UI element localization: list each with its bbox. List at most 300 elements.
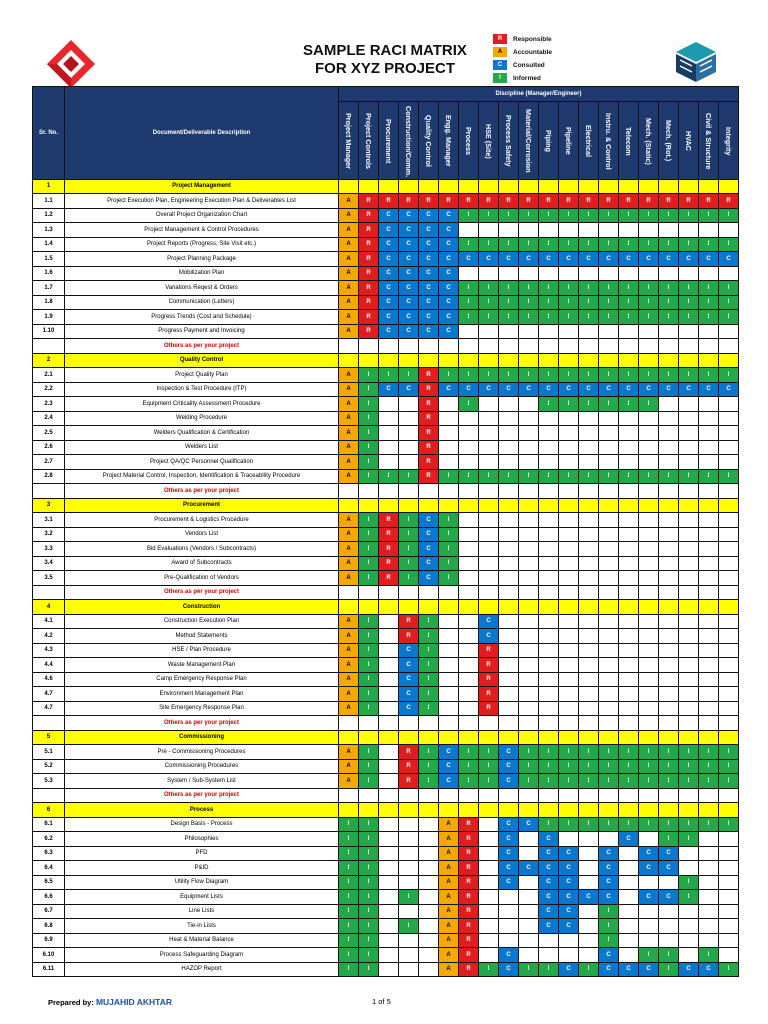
section-cell — [399, 498, 419, 513]
legend-label: Consulted — [513, 61, 545, 69]
raci-cell — [339, 585, 359, 600]
section-cell — [599, 730, 619, 745]
section-cell — [379, 803, 399, 818]
raci-cell — [719, 339, 739, 354]
raci-cell: I — [419, 658, 439, 673]
raci-cell: C — [559, 875, 579, 890]
row-number: 1.1 — [33, 194, 65, 209]
raci-cell — [519, 484, 539, 499]
raci-cell — [599, 629, 619, 644]
raci-cell — [699, 788, 719, 803]
raci-cell — [619, 716, 639, 731]
raci-cell: I — [559, 368, 579, 383]
raci-cell: I — [619, 817, 639, 832]
deliverable-name: Welding Procedure — [65, 411, 339, 426]
raci-cell — [539, 687, 559, 702]
raci-cell — [419, 846, 439, 861]
raci-cell: R — [519, 194, 539, 209]
raci-cell — [459, 643, 479, 658]
raci-cell — [619, 904, 639, 919]
raci-cell — [659, 571, 679, 586]
raci-cell: I — [599, 759, 619, 774]
raci-cell: I — [699, 759, 719, 774]
raci-cell — [639, 339, 659, 354]
raci-cell — [459, 658, 479, 673]
raci-cell — [559, 324, 579, 339]
raci-cell — [379, 585, 399, 600]
raci-cell: I — [439, 368, 459, 383]
section-cell — [379, 600, 399, 615]
raci-cell: C — [499, 745, 519, 760]
raci-cell — [719, 904, 739, 919]
raci-cell — [419, 339, 439, 354]
raci-cell: I — [719, 237, 739, 252]
raci-cell: I — [359, 774, 379, 789]
raci-cell — [499, 701, 519, 716]
raci-cell: C — [379, 223, 399, 238]
section-cell — [339, 600, 359, 615]
raci-cell — [499, 687, 519, 702]
raci-cell — [539, 614, 559, 629]
raci-cell — [719, 571, 739, 586]
raci-cell — [619, 513, 639, 528]
row-number: 1.9 — [33, 310, 65, 325]
raci-cell — [719, 585, 739, 600]
row-number: 2.4 — [33, 411, 65, 426]
raci-cell: C — [399, 382, 419, 397]
table-row — [33, 571, 739, 586]
section-cell — [339, 498, 359, 513]
raci-cell — [699, 614, 719, 629]
raci-cell — [519, 904, 539, 919]
legend-swatch: I — [493, 73, 507, 83]
raci-cell — [639, 701, 659, 716]
raci-cell — [399, 788, 419, 803]
raci-cell: R — [459, 861, 479, 876]
row-number: 3.4 — [33, 556, 65, 571]
raci-cell: C — [579, 890, 599, 905]
raci-cell: I — [399, 513, 419, 528]
row-number: 4.2 — [33, 629, 65, 644]
discipline-column-header — [719, 101, 739, 179]
raci-cell — [579, 933, 599, 948]
raci-cell — [419, 875, 439, 890]
deliverable-name: Progress Trends (Cost and Schedule) — [65, 310, 339, 325]
raci-cell: C — [679, 962, 699, 977]
raci-cell — [439, 440, 459, 455]
section-cell — [479, 730, 499, 745]
raci-cell: I — [539, 295, 559, 310]
raci-cell — [399, 962, 419, 977]
section-cell — [579, 730, 599, 745]
raci-cell — [499, 643, 519, 658]
raci-cell: I — [539, 469, 559, 484]
raci-cell: I — [339, 962, 359, 977]
section-cell — [379, 353, 399, 368]
raci-cell — [559, 556, 579, 571]
raci-cell: I — [359, 527, 379, 542]
raci-cell — [439, 701, 459, 716]
raci-cell — [539, 513, 559, 528]
table-row — [33, 933, 739, 948]
raci-cell — [679, 658, 699, 673]
section-cell — [419, 803, 439, 818]
raci-cell — [499, 455, 519, 470]
raci-cell: I — [619, 397, 639, 412]
raci-cell — [519, 687, 539, 702]
others-row — [33, 788, 739, 803]
raci-cell: I — [539, 774, 559, 789]
section-cell — [559, 803, 579, 818]
raci-cell: I — [699, 295, 719, 310]
raci-cell — [619, 948, 639, 963]
raci-cell: A — [339, 643, 359, 658]
raci-cell — [679, 629, 699, 644]
raci-cell: C — [519, 817, 539, 832]
raci-cell — [699, 875, 719, 890]
raci-cell: C — [639, 846, 659, 861]
raci-cell — [379, 484, 399, 499]
raci-cell: I — [659, 759, 679, 774]
raci-cell: I — [659, 295, 679, 310]
raci-cell: I — [359, 440, 379, 455]
raci-cell — [519, 339, 539, 354]
raci-cell: R — [419, 411, 439, 426]
raci-cell: I — [599, 397, 619, 412]
raci-cell — [479, 397, 499, 412]
raci-cell — [479, 542, 499, 557]
raci-cell — [659, 585, 679, 600]
raci-cell — [699, 846, 719, 861]
raci-cell: A — [339, 426, 359, 441]
section-cell — [419, 498, 439, 513]
raci-cell: I — [499, 310, 519, 325]
raci-cell: C — [639, 962, 659, 977]
table-row — [33, 382, 739, 397]
table-row — [33, 208, 739, 223]
section-title: Procurement — [65, 498, 339, 513]
raci-cell: R — [419, 368, 439, 383]
raci-cell: R — [359, 194, 379, 209]
deliverable-name: Project Material Control, Inspection, Identification & Traceability Procedure — [65, 469, 339, 484]
raci-cell — [719, 455, 739, 470]
raci-cell — [719, 324, 739, 339]
raci-cell — [699, 324, 719, 339]
raci-cell — [579, 788, 599, 803]
raci-cell — [639, 266, 659, 281]
raci-cell — [719, 223, 739, 238]
raci-cell — [399, 339, 419, 354]
raci-cell — [599, 585, 619, 600]
raci-cell — [539, 339, 559, 354]
raci-cell — [499, 904, 519, 919]
discipline-name: HVAC — [684, 131, 693, 151]
row-number: 3.5 — [33, 571, 65, 586]
raci-cell — [519, 658, 539, 673]
raci-cell: I — [519, 368, 539, 383]
raci-cell — [559, 948, 579, 963]
raci-cell — [539, 571, 559, 586]
raci-cell: C — [379, 324, 399, 339]
discipline-column-header — [619, 101, 639, 179]
section-cell — [499, 803, 519, 818]
raci-cell: C — [539, 919, 559, 934]
row-number: 6.3 — [33, 846, 65, 861]
raci-cell — [659, 397, 679, 412]
raci-cell: C — [539, 846, 559, 861]
raci-cell: C — [579, 252, 599, 267]
deliverable-name: Pre-Qualification of Vendors — [65, 571, 339, 586]
raci-cell — [579, 440, 599, 455]
raci-cell: C — [499, 832, 519, 847]
raci-cell: I — [659, 281, 679, 296]
raci-cell — [379, 614, 399, 629]
raci-cell — [679, 571, 699, 586]
raci-cell — [639, 571, 659, 586]
raci-cell — [379, 658, 399, 673]
raci-cell: I — [419, 643, 439, 658]
raci-cell — [679, 643, 699, 658]
raci-cell: C — [599, 962, 619, 977]
raci-cell — [599, 556, 619, 571]
section-cell — [539, 179, 559, 194]
raci-cell — [399, 585, 419, 600]
section-cell — [399, 730, 419, 745]
raci-cell: I — [659, 832, 679, 847]
raci-cell: I — [679, 745, 699, 760]
raci-cell — [559, 542, 579, 557]
raci-cell — [559, 585, 579, 600]
row-number: 3.3 — [33, 542, 65, 557]
section-cell — [639, 179, 659, 194]
raci-cell: I — [559, 237, 579, 252]
section-cell — [539, 353, 559, 368]
raci-cell: I — [599, 281, 619, 296]
raci-cell: I — [619, 469, 639, 484]
row-number: 1.3 — [33, 223, 65, 238]
section-cell — [619, 498, 639, 513]
raci-cell: C — [419, 295, 439, 310]
raci-cell — [579, 629, 599, 644]
page-title — [260, 42, 510, 78]
section-cell — [719, 179, 739, 194]
raci-cell — [659, 513, 679, 528]
section-cell — [639, 730, 659, 745]
raci-cell: R — [359, 295, 379, 310]
raci-cell: I — [519, 237, 539, 252]
raci-cell: I — [539, 281, 559, 296]
raci-cell — [579, 846, 599, 861]
legend-swatch: A — [493, 47, 507, 57]
others-row — [33, 339, 739, 354]
deliverable-name: Communication (Letters) — [65, 295, 339, 310]
raci-cell — [579, 687, 599, 702]
raci-cell: I — [419, 629, 439, 644]
raci-cell: C — [539, 875, 559, 890]
raci-cell: R — [419, 426, 439, 441]
raci-cell — [579, 223, 599, 238]
table-row — [33, 266, 739, 281]
raci-cell: I — [599, 933, 619, 948]
raci-cell — [499, 585, 519, 600]
raci-cell — [619, 614, 639, 629]
row-number: 6.7 — [33, 904, 65, 919]
raci-cell: R — [359, 237, 379, 252]
section-cell — [539, 498, 559, 513]
raci-cell — [659, 629, 679, 644]
raci-cell: I — [339, 846, 359, 861]
section-cell — [599, 179, 619, 194]
raci-cell — [659, 904, 679, 919]
raci-cell — [619, 861, 639, 876]
row-number: 1.4 — [33, 237, 65, 252]
raci-cell — [659, 556, 679, 571]
raci-cell — [439, 455, 459, 470]
raci-cell: C — [599, 252, 619, 267]
raci-cell — [639, 614, 659, 629]
raci-cell: I — [579, 237, 599, 252]
deliverable-name: Waste Management Plan — [65, 658, 339, 673]
raci-cell: A — [339, 252, 359, 267]
raci-cell — [399, 817, 419, 832]
raci-cell: I — [479, 281, 499, 296]
table-row — [33, 832, 739, 847]
raci-cell — [459, 513, 479, 528]
raci-cell — [619, 846, 639, 861]
raci-cell: C — [559, 861, 579, 876]
section-cell — [479, 600, 499, 615]
raci-cell — [679, 266, 699, 281]
raci-cell — [419, 933, 439, 948]
raci-cell: I — [659, 962, 679, 977]
raci-cell: C — [659, 846, 679, 861]
raci-cell — [559, 484, 579, 499]
raci-cell — [419, 861, 439, 876]
raci-cell: C — [479, 252, 499, 267]
raci-cell — [699, 701, 719, 716]
table-row — [33, 223, 739, 238]
section-cell — [459, 803, 479, 818]
raci-cell: A — [339, 397, 359, 412]
raci-cell: I — [419, 745, 439, 760]
section-cell — [699, 498, 719, 513]
section-cell — [679, 353, 699, 368]
raci-cell: I — [359, 919, 379, 934]
raci-cell — [579, 832, 599, 847]
raci-cell — [599, 527, 619, 542]
raci-cell: I — [359, 904, 379, 919]
table-row — [33, 672, 739, 687]
raci-cell: C — [439, 310, 459, 325]
raci-cell: C — [459, 252, 479, 267]
raci-cell: R — [459, 890, 479, 905]
raci-cell — [699, 716, 719, 731]
raci-cell: I — [359, 759, 379, 774]
raci-cell — [379, 904, 399, 919]
deliverable-name: Progress Payment and Invoicing — [65, 324, 339, 339]
section-cell — [399, 600, 419, 615]
raci-cell: C — [419, 252, 439, 267]
discipline-name: Material/Corrosion — [524, 109, 533, 173]
table-row — [33, 629, 739, 644]
row-number: 4.3 — [33, 643, 65, 658]
raci-cell — [459, 556, 479, 571]
raci-cell: I — [359, 469, 379, 484]
deliverable-name: Vendors List — [65, 527, 339, 542]
raci-cell: I — [659, 817, 679, 832]
raci-cell — [659, 527, 679, 542]
legend-swatch: R — [493, 34, 507, 44]
raci-cell — [679, 411, 699, 426]
raci-cell — [559, 513, 579, 528]
deliverable-name: Line Lists — [65, 904, 339, 919]
raci-cell: I — [339, 904, 359, 919]
table-row — [33, 397, 739, 412]
raci-cell: C — [399, 324, 419, 339]
section-cell — [359, 730, 379, 745]
raci-cell — [499, 542, 519, 557]
section-cell — [499, 600, 519, 615]
raci-cell — [719, 672, 739, 687]
raci-cell: I — [519, 208, 539, 223]
raci-cell: R — [699, 194, 719, 209]
raci-cell: C — [439, 208, 459, 223]
raci-cell — [659, 875, 679, 890]
raci-cell — [379, 339, 399, 354]
title-line-2: FOR XYZ PROJECT — [314, 60, 456, 77]
deliverable-name: Mobilization Plan — [65, 266, 339, 281]
raci-cell: I — [559, 817, 579, 832]
raci-cell: C — [499, 252, 519, 267]
section-cell — [699, 179, 719, 194]
table-row — [33, 527, 739, 542]
raci-cell — [539, 484, 559, 499]
raci-cell: I — [599, 295, 619, 310]
raci-cell — [499, 788, 519, 803]
raci-cell — [379, 455, 399, 470]
row-number: 6.1 — [33, 817, 65, 832]
raci-cell: A — [339, 774, 359, 789]
raci-cell: I — [679, 237, 699, 252]
raci-cell: I — [359, 411, 379, 426]
raci-cell: I — [459, 774, 479, 789]
raci-cell: I — [719, 759, 739, 774]
raci-cell — [559, 223, 579, 238]
raci-cell — [559, 411, 579, 426]
row-number: 4.1 — [33, 614, 65, 629]
raci-cell — [559, 571, 579, 586]
deliverable-name: Welders List — [65, 440, 339, 455]
raci-cell — [639, 672, 659, 687]
raci-cell — [519, 629, 539, 644]
section-cell — [579, 803, 599, 818]
raci-cell — [459, 324, 479, 339]
discipline-name: Telecom — [624, 126, 633, 156]
raci-cell — [419, 817, 439, 832]
raci-cell — [379, 687, 399, 702]
raci-cell — [539, 643, 559, 658]
raci-cell — [699, 542, 719, 557]
raci-cell: I — [559, 759, 579, 774]
raci-cell — [679, 687, 699, 702]
raci-cell: C — [619, 382, 639, 397]
discipline-name: Project Manager — [344, 113, 353, 169]
table-row — [33, 252, 739, 267]
raci-cell: I — [599, 208, 619, 223]
raci-cell: R — [399, 745, 419, 760]
raci-cell: A — [339, 194, 359, 209]
raci-cell — [499, 890, 519, 905]
